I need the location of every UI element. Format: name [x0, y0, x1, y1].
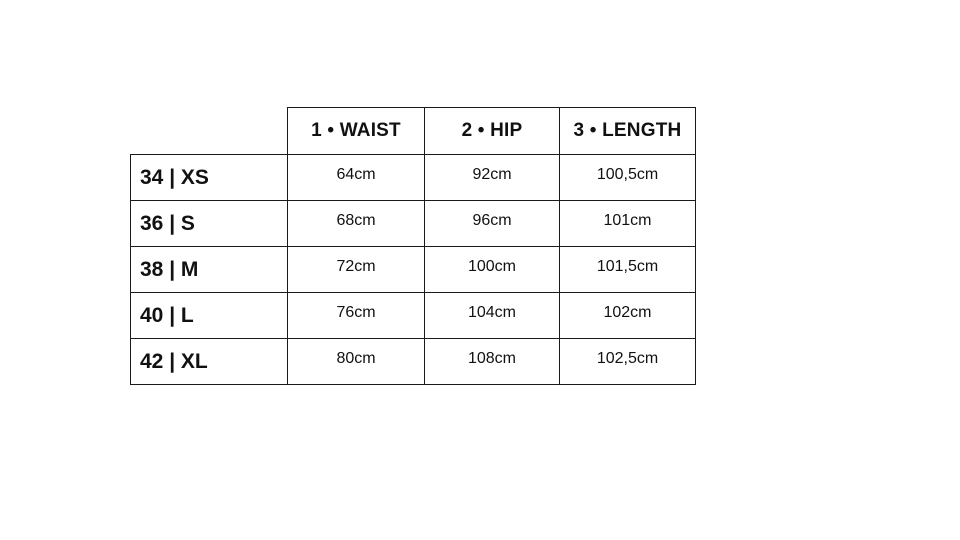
- size-label: 40 | L: [131, 293, 288, 339]
- table-row: [131, 247, 696, 293]
- waist-value: 72cm: [288, 247, 425, 293]
- header-hip: 2 • HIP: [425, 108, 560, 155]
- size-label: 42 | XL: [131, 339, 288, 385]
- length-value: 101cm: [560, 201, 696, 247]
- table-row: [131, 293, 696, 339]
- waist-value: 80cm: [288, 339, 425, 385]
- length-value: 102cm: [560, 293, 696, 339]
- waist-value: 64cm: [288, 155, 425, 201]
- table-row: [131, 155, 696, 201]
- waist-value: 68cm: [288, 201, 425, 247]
- size-chart-table: [130, 107, 696, 385]
- header-waist: 1 • WAIST: [288, 108, 425, 155]
- length-value: 100,5cm: [560, 155, 696, 201]
- table-row: [131, 339, 696, 385]
- size-label: 38 | M: [131, 247, 288, 293]
- length-value: 102,5cm: [560, 339, 696, 385]
- header-length: 3 • LENGTH: [560, 108, 696, 155]
- table-row: [131, 201, 696, 247]
- hip-value: 100cm: [425, 247, 560, 293]
- length-value: 101,5cm: [560, 247, 696, 293]
- hip-value: 92cm: [425, 155, 560, 201]
- hip-value: 104cm: [425, 293, 560, 339]
- corner-cell: [131, 108, 288, 155]
- hip-value: 108cm: [425, 339, 560, 385]
- size-label: 34 | XS: [131, 155, 288, 201]
- waist-value: 76cm: [288, 293, 425, 339]
- size-label: 36 | S: [131, 201, 288, 247]
- hip-value: 96cm: [425, 201, 560, 247]
- header-row: [131, 108, 696, 155]
